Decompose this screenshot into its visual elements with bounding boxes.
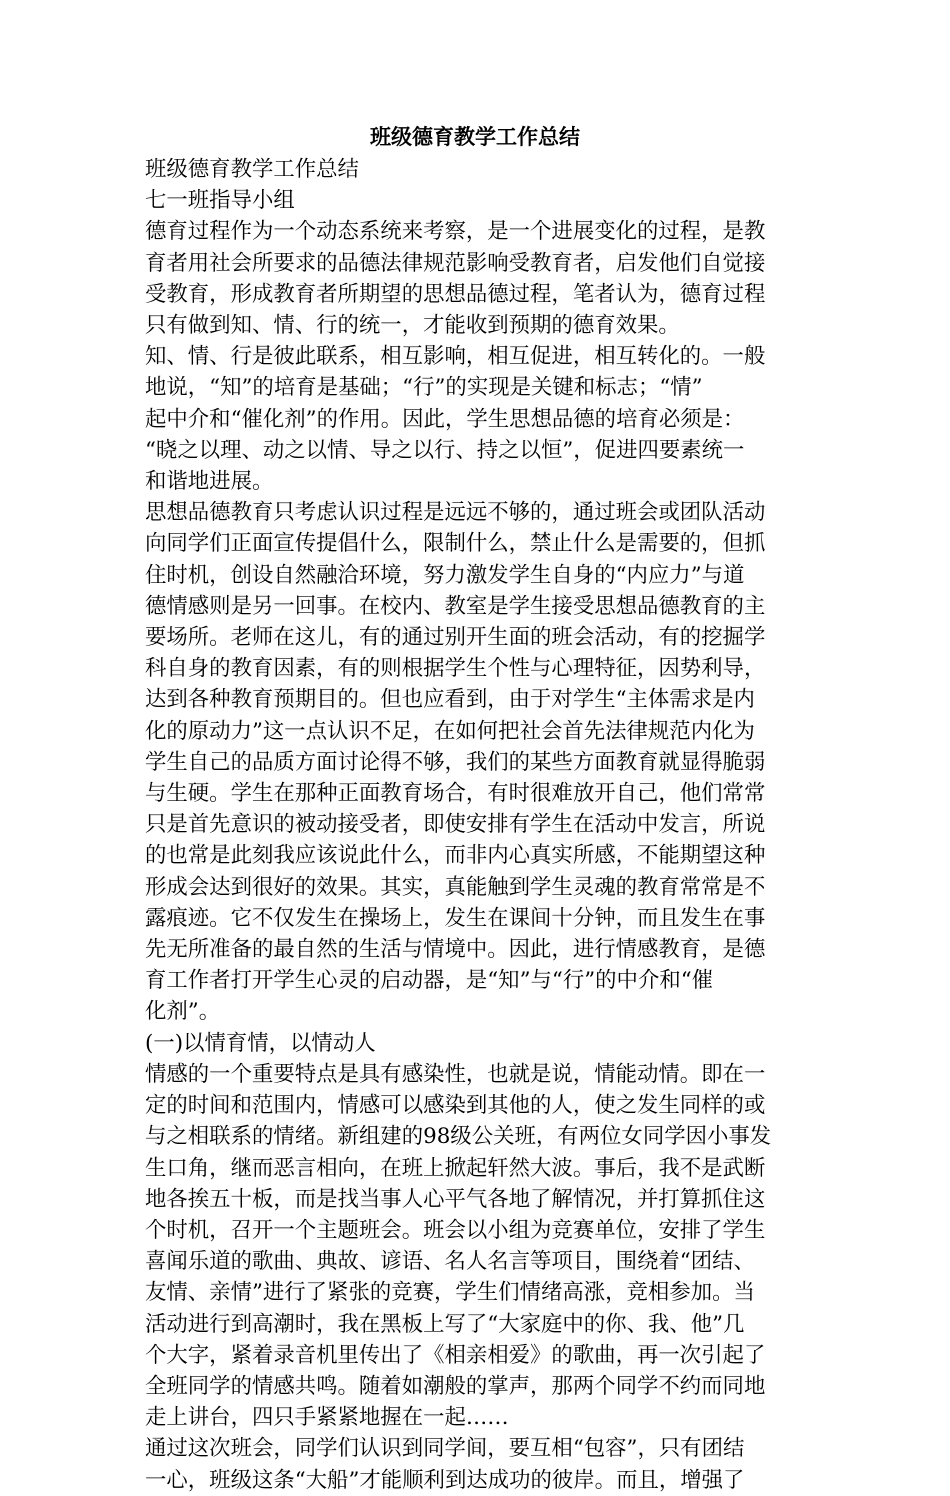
text-line: 德情感则是另一回事。在校内、教室是学生接受思想品德教育的主 (145, 593, 766, 619)
text-line: 的也常是此刻我应该说此什么，而非内心真实所感，不能期望这种 (145, 843, 766, 869)
text-line: 个大字，紧着录音机里传出了《相亲相爱》的歌曲，再一次引起了 (145, 1342, 766, 1368)
text-line: 育工作者打开学生心灵的启动器，是“知”与“行”的中介和“催 (145, 968, 714, 994)
text-line: 学生自己的品质方面讨论得不够，我们的某些方面教育就显得脆弱 (145, 749, 766, 775)
text-line: 起中介和“催化剂”的作用。因此，学生思想品德的培育必须是： (145, 406, 745, 432)
text-line: 与生硬。学生在那种正面教育场合，有时很难放开自己，他们常常 (145, 781, 766, 807)
text-line: 地说，“知”的培育是基础；“行”的实现是关键和标志；“情” (145, 375, 703, 401)
text-line: “晓之以理、动之以情、导之以行、持之以恒”，促进四要素统一 (145, 437, 745, 463)
text-line: (一)以情育情，以情动人 (145, 1030, 376, 1056)
text-line: 要场所。老师在这儿，有的通过别开生面的班会活动，有的挖掘学 (145, 625, 766, 651)
text-line: 知、情、行是彼此联系，相互影响，相互促进，相互转化的。一般 (145, 344, 766, 370)
text-line: 生口角，继而恶言相向，在班上掀起轩然大波。事后，我不是武断 (145, 1155, 766, 1181)
text-line: 受教育，形成教育者所期望的思想品德过程，笔者认为，德育过程 (145, 281, 766, 307)
text-line: 只是首先意识的被动接受者，即使安排有学生在活动中发言，所说 (145, 812, 766, 838)
text-line: 德育过程作为一个动态系统来考察，是一个进展变化的过程，是教 (145, 219, 766, 245)
text-line: 情感的一个重要特点是具有感染性，也就是说，情能动情。即在一 (145, 1061, 766, 1087)
text-line: 住时机，创设自然融洽环境，努力激发学生自身的“内应力”与道 (145, 562, 745, 588)
text-line: 活动进行到高潮时，我在黑板上写了“大家庭中的你、我、他”几 (145, 1311, 745, 1337)
text-line: 喜闻乐道的歌曲、典故、谚语、名人名言等项目，围绕着“团结、 (145, 1249, 755, 1275)
text-line: 地各挨五十板，而是找当事人心平气各地了解情况，并打算抓住这 (145, 1186, 766, 1212)
text-line: 个时机，召开一个主题班会。班会以小组为竞赛单位，安排了学生 (145, 1217, 766, 1243)
text-line: 与之相联系的情绪。新组建的98级公关班，有两位女同学因小事发 (145, 1124, 772, 1150)
text-line: 和谐地进展。 (145, 469, 274, 495)
text-line: 化剂”。 (145, 999, 221, 1025)
text-line: 先无所准备的最自然的生活与情境中。因此，进行情感教育，是德 (145, 937, 766, 963)
document-body (145, 154, 805, 1496)
text-line: 达到各种教育预期目的。但也应看到，由于对学生“主体需求是内 (145, 687, 755, 713)
text-line: 通过这次班会，同学们认识到同学间，要互相“包容”，只有团结 (145, 1436, 745, 1462)
text-line: 友情、亲情”进行了紧张的竞赛，学生们情绪高涨，竞相参加。当 (145, 1280, 755, 1306)
text-line: 化的原动力”这一点认识不足，在如何把社会首先法律规范内化为 (145, 718, 755, 744)
text-line: 班级德育教学工作总结 (145, 157, 359, 182)
text-line: 露痕迹。它不仅发生在操场上，发生在课间十分钟，而且发生在事 (145, 905, 766, 931)
text-line: 全班同学的情感共鸣。随着如潮般的掌声，那两个同学不约而同地 (145, 1373, 766, 1399)
text-line: 七一班指导小组 (145, 188, 295, 214)
text-line: 一心，班级这条“大船”才能顺利到达成功的彼岸。而且，增强了 (145, 1467, 745, 1493)
text-line: 走上讲台，四只手紧紧地握在一起…… (145, 1405, 509, 1431)
text-line: 向同学们正面宣传提倡什么，限制什么，禁止什么是需要的，但抓 (145, 531, 766, 557)
text-line: 思想品德教育只考虑认识过程是远远不够的，通过班会或团队活动 (145, 500, 766, 526)
text-line: 形成会达到很好的效果。其实，真能触到学生灵魂的教育常常是不 (145, 874, 766, 900)
text-line: 育者用社会所要求的品德法律规范影响受教育者，启发他们自觉接 (145, 250, 766, 276)
text-line: 定的时间和范围内，情感可以感染到其他的人，使之发生同样的或 (145, 1093, 766, 1119)
document-page (145, 120, 805, 1496)
text-line: 科自身的教育因素，有的则根据学生个性与心理特征，因势利导， (145, 656, 766, 682)
document-title: 班级德育教学工作总结 (370, 124, 580, 149)
text-line: 只有做到知、情、行的统一，才能收到预期的德育效果。 (145, 313, 680, 339)
